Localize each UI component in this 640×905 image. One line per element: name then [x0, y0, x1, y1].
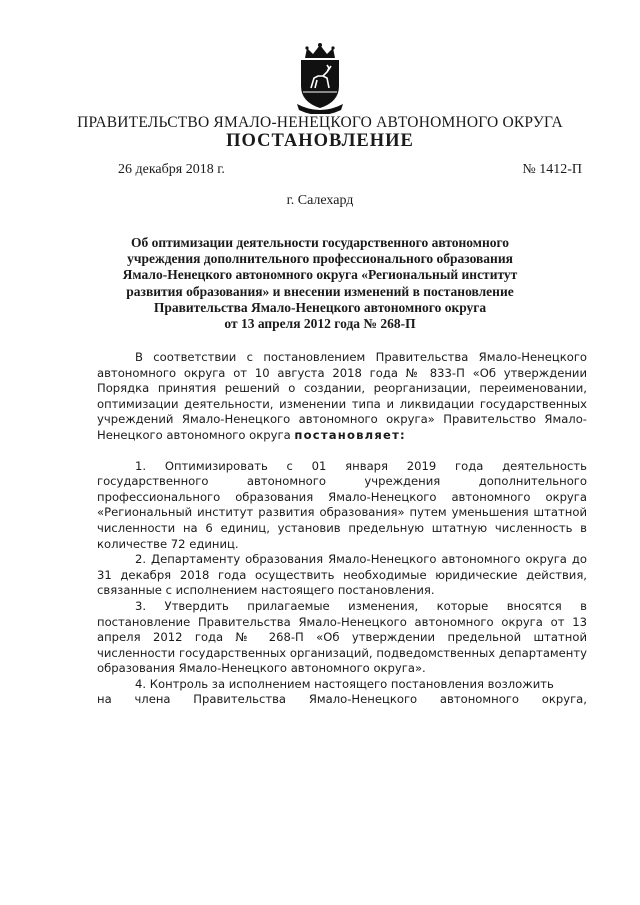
title-line: Правительства Ямало-Ненецкого автономного округа — [153, 299, 487, 315]
organization-name: ПРАВИТЕЛЬСТВО ЯМАЛО-НЕНЕЦКОГО АВТОНОМНОГО ОКРУГА — [77, 114, 563, 131]
title-line: развития образования» и внесении изменений в постановление — [126, 283, 514, 299]
document-type: ПОСТАНОВЛЕНИЕ — [226, 131, 414, 151]
title-line: Ямало-Ненецкого автономного округа «Региональный институт — [122, 267, 518, 283]
title-line: учреждения дополнительного профессионального образования — [127, 251, 513, 267]
item-4-continuation — [97, 692, 587, 708]
item-4-paragraph: 4. Контроль за исполнением настоящего постановления возложить — [135, 676, 554, 691]
yamal-nenets-coat-of-arms-icon — [287, 42, 353, 114]
item-3-paragraph: 3. Утвердить прилагаемые изменения, которые вносятся в постановление Правительства Ямало-Ненецкого автономного округа от 13 апреля 2012 года № 268-П «Об утверждении предельной штатной численности государственных организаций, подведомственных департаменту образования Ямало-Ненецкого автономного округа». — [97, 598, 587, 676]
preamble-text: В соответствии с постановлением Правительства Ямало-Ненецкого автономного округа от 10 августа 2018 года № 833-П «Об утверждении Порядка принятия решений о создании, реорганизации, переименовании, оптимизации деятельности, изменении типа и ликвидации государственных учреждений Ямало-Ненецкого автономного округа» Правительство Ямало-Ненецкого автономного округа — [97, 350, 587, 442]
title-line: от 13 апреля 2012 года № 268-П — [224, 316, 416, 332]
word: Ямало-Ненецкого — [308, 692, 418, 707]
document-body — [97, 350, 587, 708]
item-2-paragraph: 2. Департаменту образования Ямало-Ненецкого автономного округа до 31 декабря 2018 года осуществить необходимые юридические действия, связанные с исполнением настоящего постановления. — [97, 552, 587, 598]
word: на — [97, 692, 112, 707]
document-city: г. Салехард — [286, 193, 354, 208]
document-date: 26 декабря 2018 г. — [118, 162, 225, 177]
resolves-word: постановляет: — [294, 427, 406, 442]
coat-of-arms-emblem — [287, 42, 353, 114]
document-number: № 1412-П — [522, 162, 582, 177]
word: Правительства — [193, 692, 287, 707]
title-line: Об оптимизации деятельности государственного автономного — [130, 235, 510, 250]
word: автономного — [439, 692, 519, 707]
item-1-paragraph: 1. Оптимизировать с 01 января 2019 года деятельность государственного автономного учреждения дополнительного профессионального образования Ямало-Ненецкого автономного округа «Региональный институт развития образования» путем уменьшения штатной численности на 6 единиц, установив предельную штатную численность в количестве 72 единиц. — [97, 458, 587, 551]
word: округа, — [541, 692, 587, 707]
word: члена — [134, 692, 171, 707]
document-title — [110, 235, 530, 332]
preamble-paragraph — [97, 350, 587, 444]
